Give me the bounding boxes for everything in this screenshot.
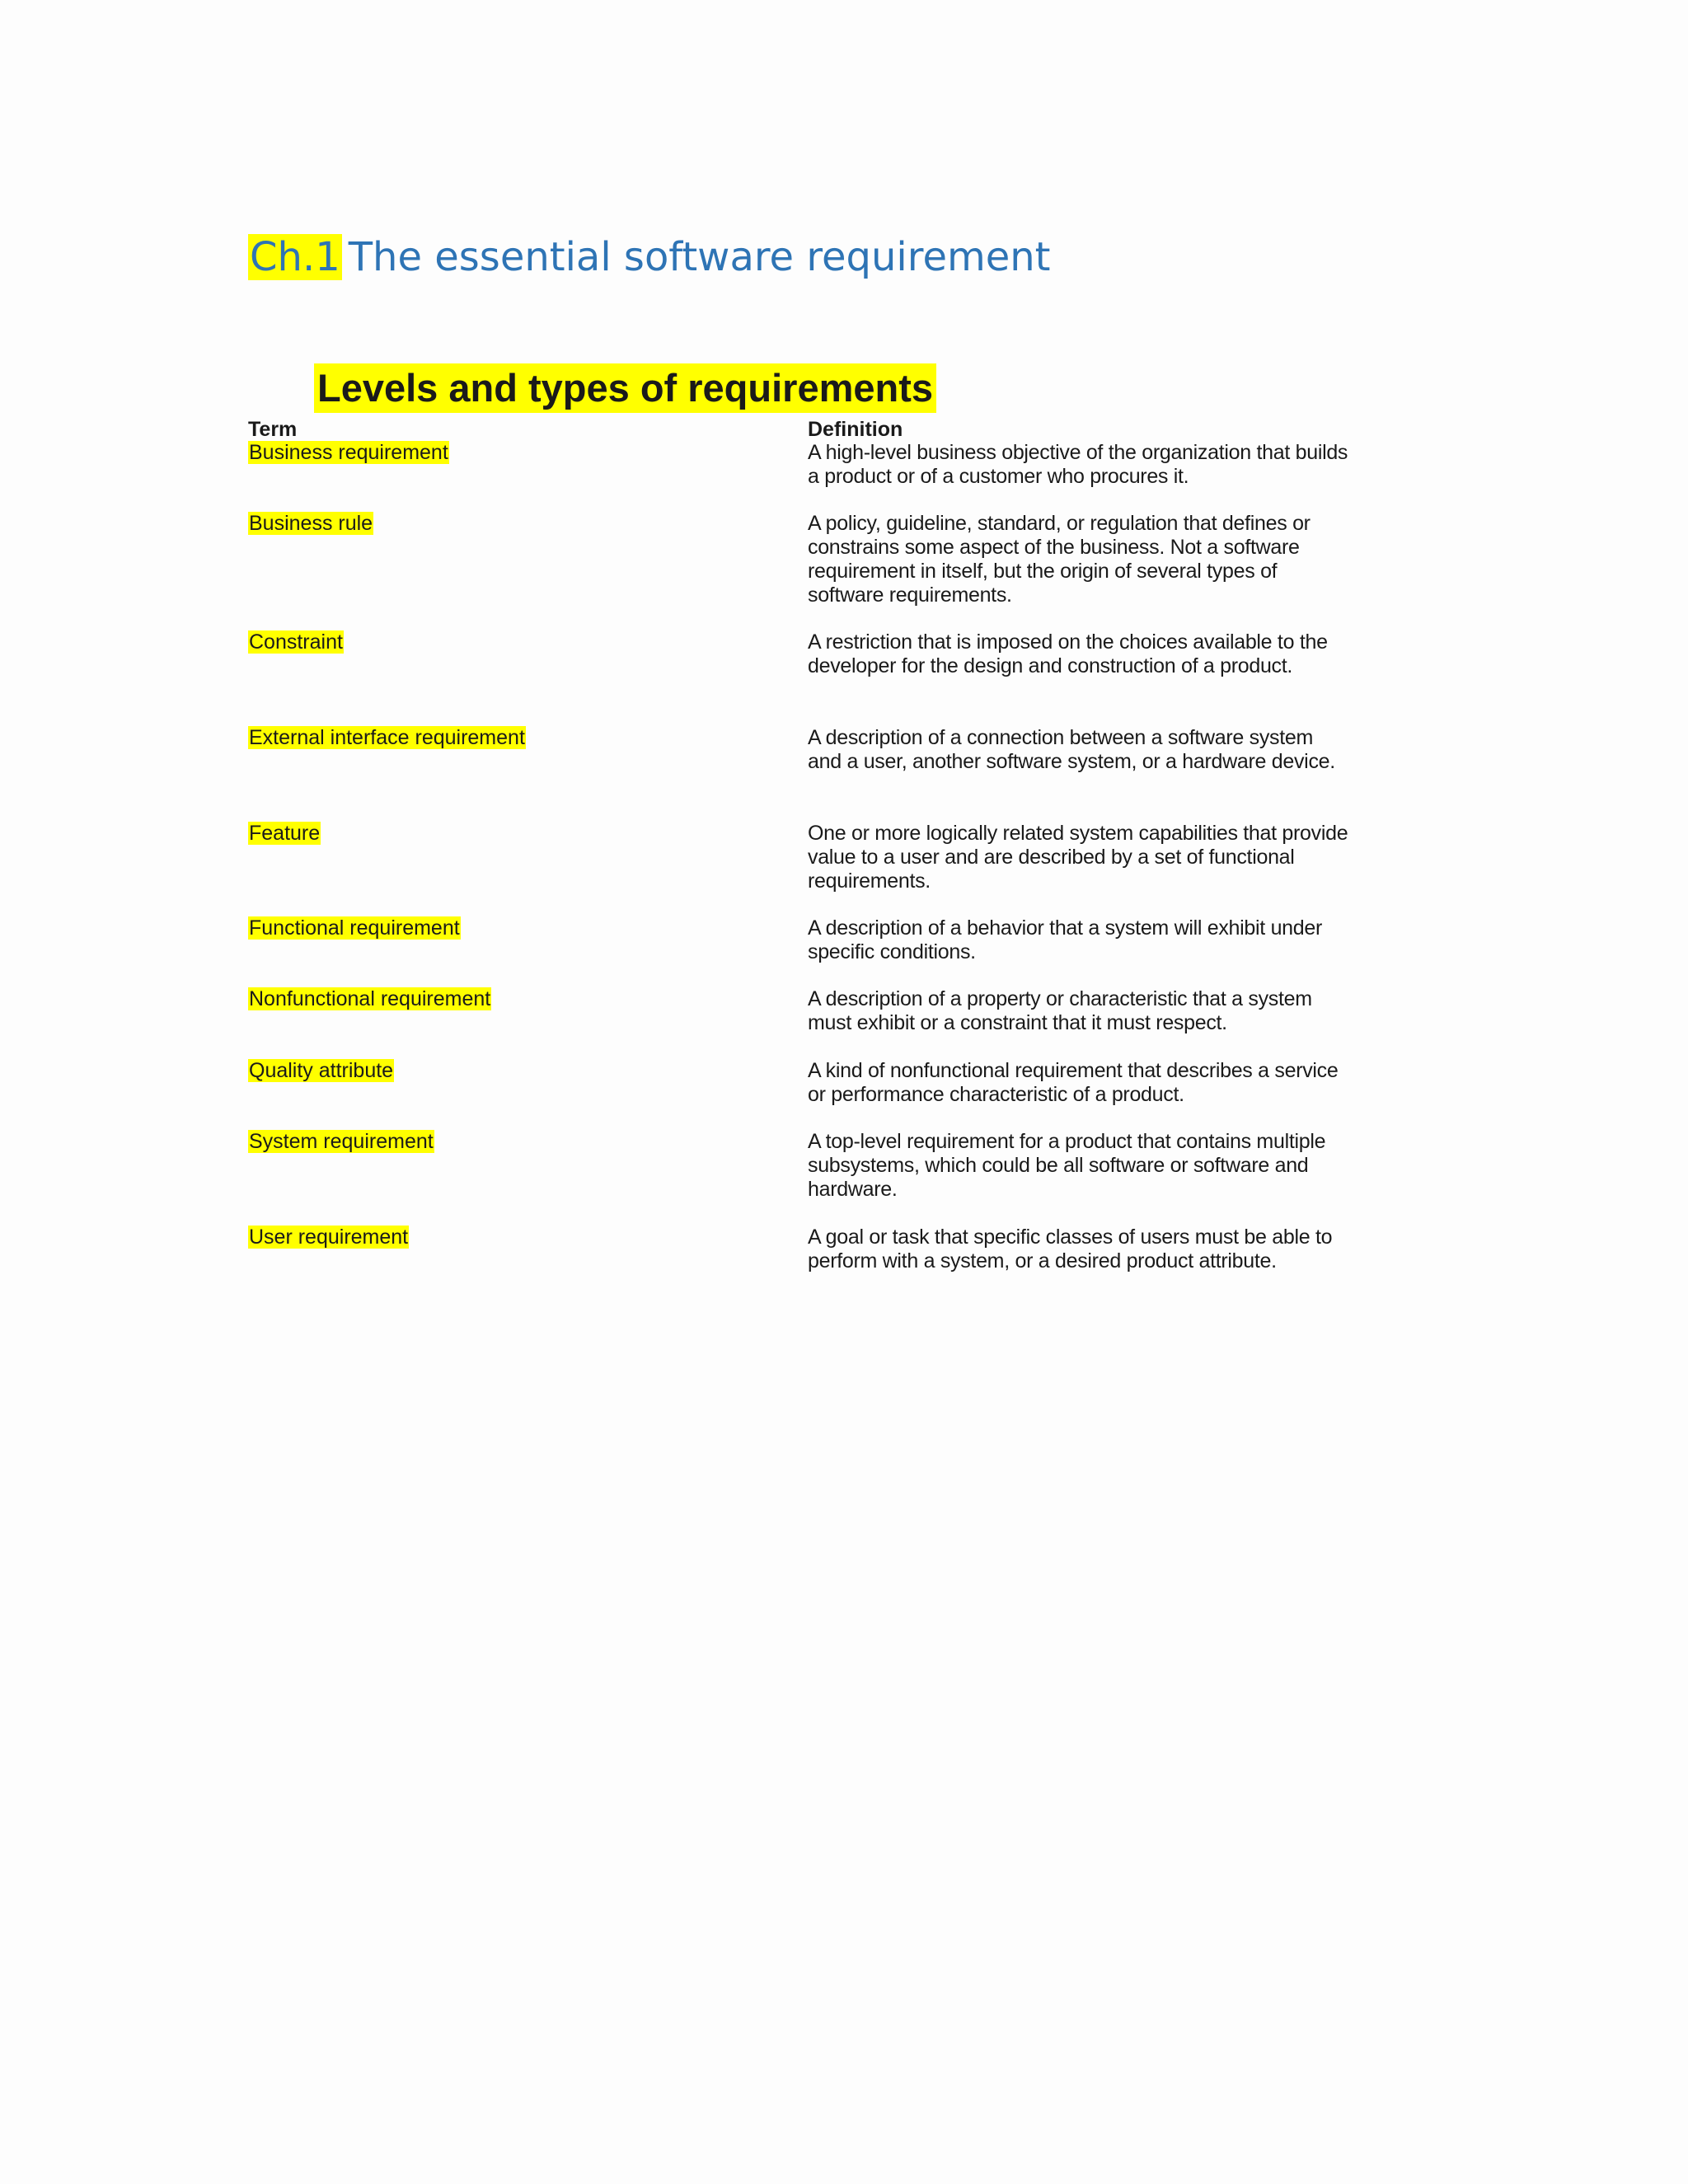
term-label: User requirement <box>249 1226 409 1249</box>
term-column-header: Term <box>248 418 298 441</box>
term-label: System requirement <box>249 1130 434 1153</box>
section-title: Levels and types of requirements <box>314 363 936 413</box>
definition-text: A policy, guideline, standard, or regulation that defines or constrains some aspect of the business. Not a software requirement in itself, but the origin of several types of software requirements. <box>808 512 1311 607</box>
term-label: Business rule <box>249 512 373 535</box>
definition-text: A restriction that is imposed on the choices available to the developer for the design and construction of a product. <box>808 630 1328 677</box>
definition-column-header: Definition <box>808 418 903 441</box>
definition-text: A kind of nonfunctional requirement that describes a service or performance characteristic of a product. <box>808 1059 1339 1106</box>
chapter-heading <box>248 229 1051 285</box>
term-label: External interface requirement <box>249 726 525 749</box>
definition-text: A goal or task that specific classes of users must be able to perform with a system, or a desired product attribute. <box>808 1226 1333 1272</box>
definition-text: A top-level requirement for a product that contains multiple subsystems, which could be all software or software and hardware. <box>808 1130 1326 1201</box>
definition-text: A description of a property or characteristic that a system must exhibit or a constraint that it must respect. <box>808 987 1312 1034</box>
definition-text: A description of a behavior that a system will exhibit under specific conditions. <box>808 916 1323 963</box>
chapter-number: Ch.1 <box>250 234 340 280</box>
term-label: Constraint <box>249 630 343 654</box>
term-label: Quality attribute <box>249 1059 394 1082</box>
chapter-title: The essential software requirement <box>348 234 1051 280</box>
term-label: Business requirement <box>249 441 448 464</box>
definition-text: One or more logically related system capabilities that provide value to a user and are described by a set of functional requirements. <box>808 822 1348 893</box>
definition-text: A description of a connection between a software system and a user, another software system, or a hardware device. <box>808 726 1335 773</box>
term-label: Functional requirement <box>249 916 460 940</box>
definition-text: A high-level business objective of the organization that builds a product or of a customer who procures it. <box>808 441 1348 488</box>
term-label: Feature <box>249 822 321 845</box>
term-label: Nonfunctional requirement <box>249 987 491 1010</box>
